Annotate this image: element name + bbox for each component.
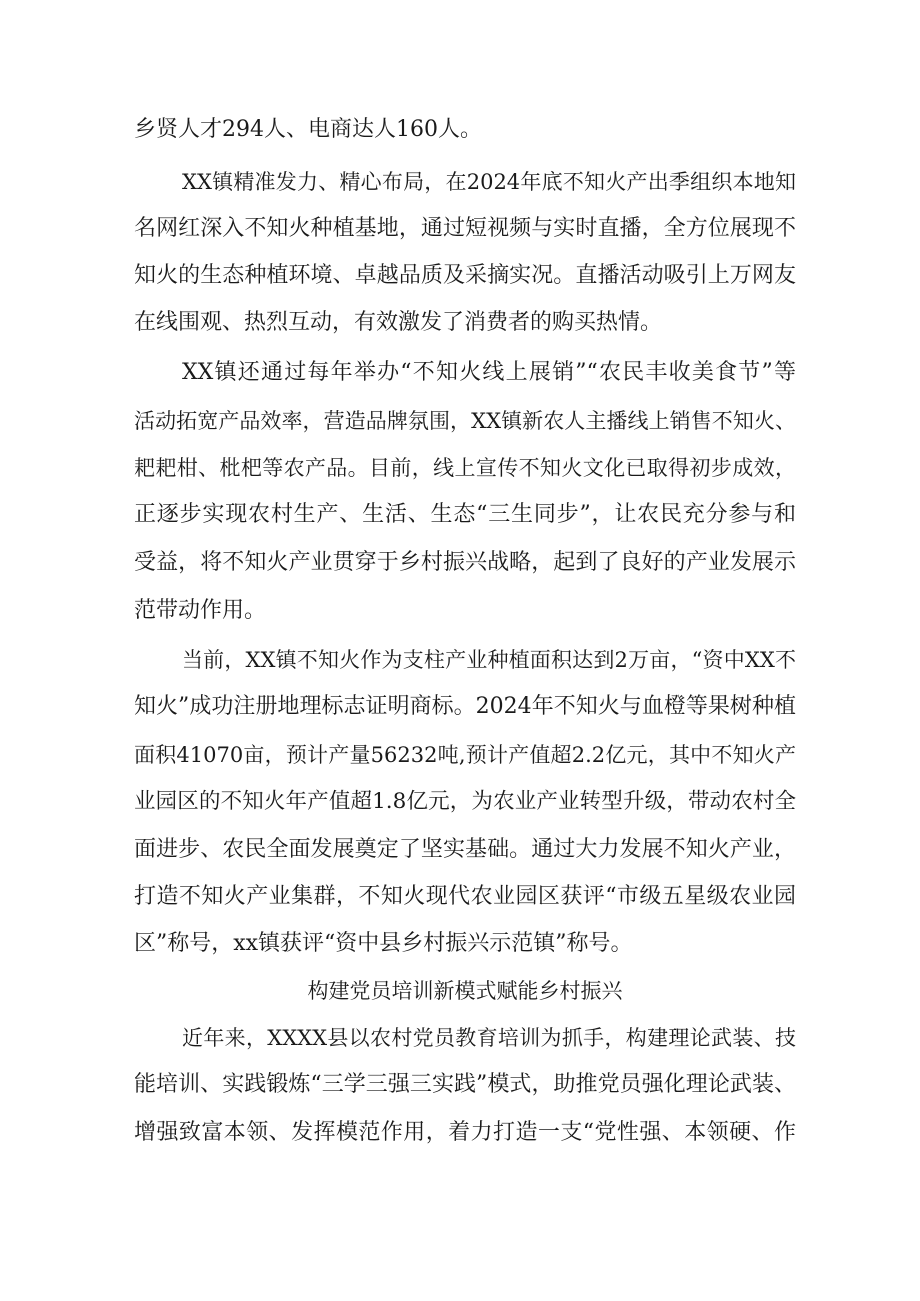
- text-line: 活动拓宽产品效率，营造品牌氛围，XX镇新农人主播线上销售不知火、: [134, 409, 796, 433]
- text-line: 耙耙柑、枇杷等农产品。目前，线上宣传不知火文化已取得初步成效，: [134, 456, 796, 480]
- text-line: 打造不知火产业集群，不知火现代农业园区获评“市级五星级农业园: [134, 884, 796, 909]
- text-line: 面进步、农民全面发展奠定了坚实基础。通过大力发展不知火产业，: [134, 837, 796, 862]
- text-line: 范带动作用。: [134, 598, 267, 623]
- text-line: 知火的生态种植环境、卓越品质及采摘实况。直播活动吸引上万网友: [134, 263, 796, 288]
- text-line: 受益，将不知火产业贯穿于乡村振兴战略，起到了良好的产业发展示: [134, 550, 796, 575]
- text-line: 知火”成功注册地理标志证明商标。2024年不知火与血橙等果树种植: [134, 694, 796, 719]
- text-line: 业园区的不知火年产值超1.8亿元，为农业产业转型升级，带动农村全: [134, 789, 796, 814]
- text-line: 近年来，XXXX县以农村党员教育培训为抓手，构建理论武装、技: [182, 1026, 796, 1050]
- text-line: 区”称号，xx镇获评“资中县乡村振兴示范镇”称号。: [134, 931, 633, 956]
- text-line: 当前，XX镇不知火作为支柱产业种植面积达到2万亩，“资中XX不: [182, 648, 796, 672]
- text-line: 名网红深入不知火种植基地，通过短视频与实时直播，全方位展现不: [134, 216, 796, 241]
- text-line: 能培训、实践锻炼“三学三强三实践”模式，助推党员强化理论武装、: [134, 1072, 796, 1097]
- text-line: 在线围观、热烈互动，有效激发了消费者的购买热情。: [134, 310, 663, 335]
- section-heading: 构建党员培训新模式赋能乡村振兴: [307, 979, 623, 1003]
- text-line: XX镇还通过每年举办“不知火线上展销”“农民丰收美食节”等: [182, 360, 796, 385]
- text-line: 乡贤人才294人、电商达人160人。: [134, 117, 482, 142]
- text-line: 正逐步实现农村生产、生活、生态“三生同步”，让农民充分参与和: [134, 502, 796, 527]
- text-line: XX镇精准发力、精心布局，在2024年底不知火产出季组织本地知: [182, 170, 796, 194]
- text-line: 增强致富本领、发挥模范作用，着力打造一支“党性强、本领硬、作: [134, 1120, 796, 1145]
- text-line: 面积41070亩，预计产量56232吨,预计产值超2.2亿元，其中不知火产: [134, 743, 796, 767]
